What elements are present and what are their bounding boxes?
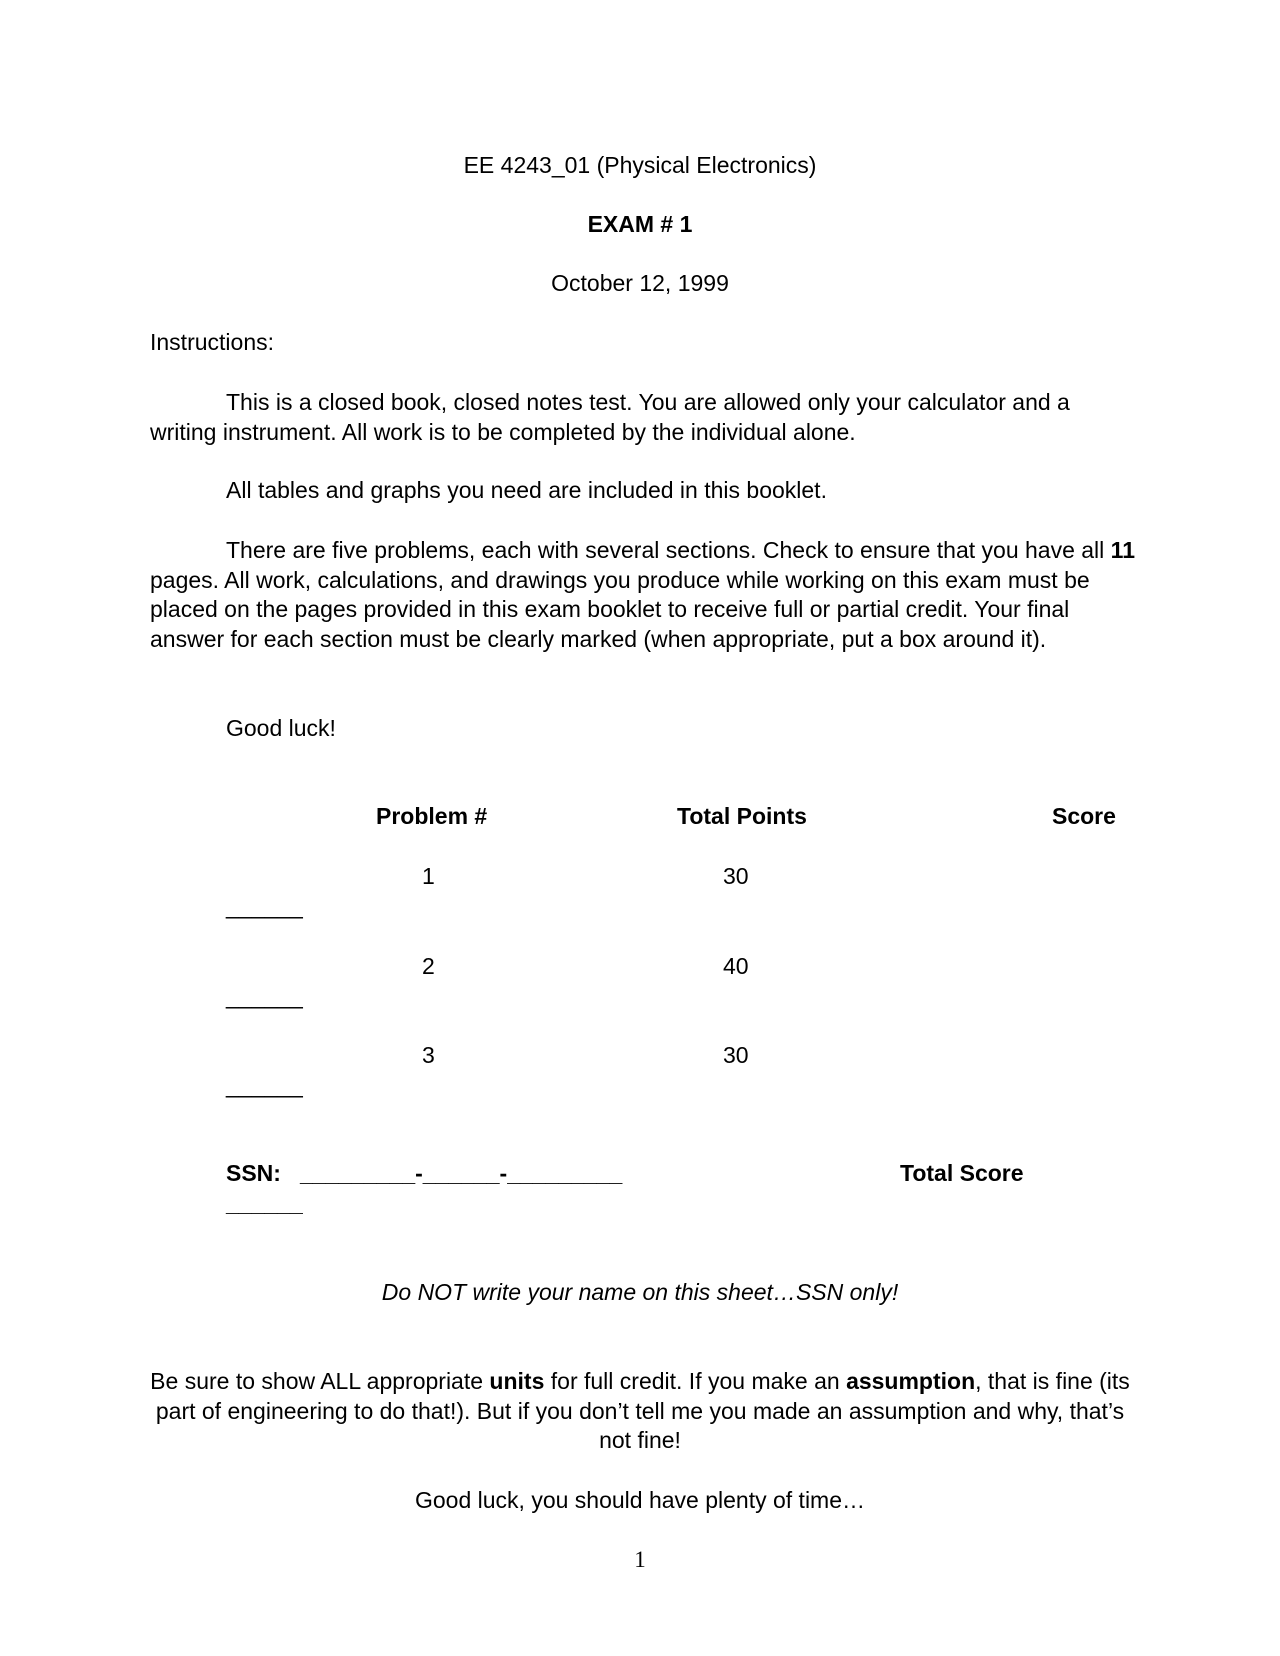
header-total-points: Total Points	[677, 803, 807, 829]
instructions-paragraph-2: All tables and graphs you need are included in this booklet.	[226, 477, 827, 503]
row-1-score-blank: ______	[226, 893, 303, 919]
exam-title: EXAM # 1	[587, 211, 693, 237]
header-problem: Problem #	[376, 803, 488, 829]
page-number: 1	[634, 1547, 646, 1572]
total-score-blank: ______	[226, 1190, 303, 1216]
instructions-label: Instructions:	[150, 329, 274, 355]
ssn-only-notice: Do NOT write your name on this sheet…SSN only!	[381, 1279, 899, 1305]
exam-date: October 12, 1999	[551, 270, 729, 296]
row-1-problem: 1	[422, 863, 435, 889]
closing-paragraph: Be sure to show ALL appropriate units for full credit. If you make an assumption, that is fine (its part of engineering to do that!). But if you don’t tell me you made an assumption and why, that’s not fine!	[150, 1368, 1130, 1453]
row-2-problem: 2	[422, 953, 435, 979]
header-score: Score	[1052, 803, 1116, 829]
closing-good-luck: Good luck, you should have plenty of time…	[414, 1487, 866, 1513]
total-score-label: Total Score	[900, 1160, 1024, 1186]
row-3-score-blank: ______	[226, 1072, 303, 1098]
ssn-blank: _________-______-_________	[300, 1160, 623, 1186]
row-1-points: 30	[723, 863, 749, 889]
ssn-label: SSN:	[226, 1160, 281, 1186]
instructions-paragraph-1: This is a closed book, closed notes test. You are allowed only your calculator and a writing instrument. All work is to be completed by the individual alone.	[150, 389, 1070, 445]
row-2-points: 40	[723, 953, 749, 979]
units-emphasis: units	[489, 1368, 545, 1394]
good-luck-text: Good luck!	[226, 715, 336, 741]
row-3-problem: 3	[422, 1042, 435, 1068]
instructions-paragraph-3: There are five problems, each with several sections. Check to ensure that you have all 11 pages. All work, calculations, and drawings you produce while working on this exam must be placed on the pages provided in this exam booklet to receive full or partial credit. Your final answer for each section must be clearly marked (when appropriate, put a box around it).	[150, 537, 1135, 652]
row-2-score-blank: ______	[226, 983, 303, 1009]
assumption-emphasis: assumption	[846, 1368, 976, 1394]
page-count: 11	[1110, 537, 1135, 563]
row-3-points: 30	[723, 1042, 749, 1068]
course-title: EE 4243_01 (Physical Electronics)	[463, 152, 817, 178]
